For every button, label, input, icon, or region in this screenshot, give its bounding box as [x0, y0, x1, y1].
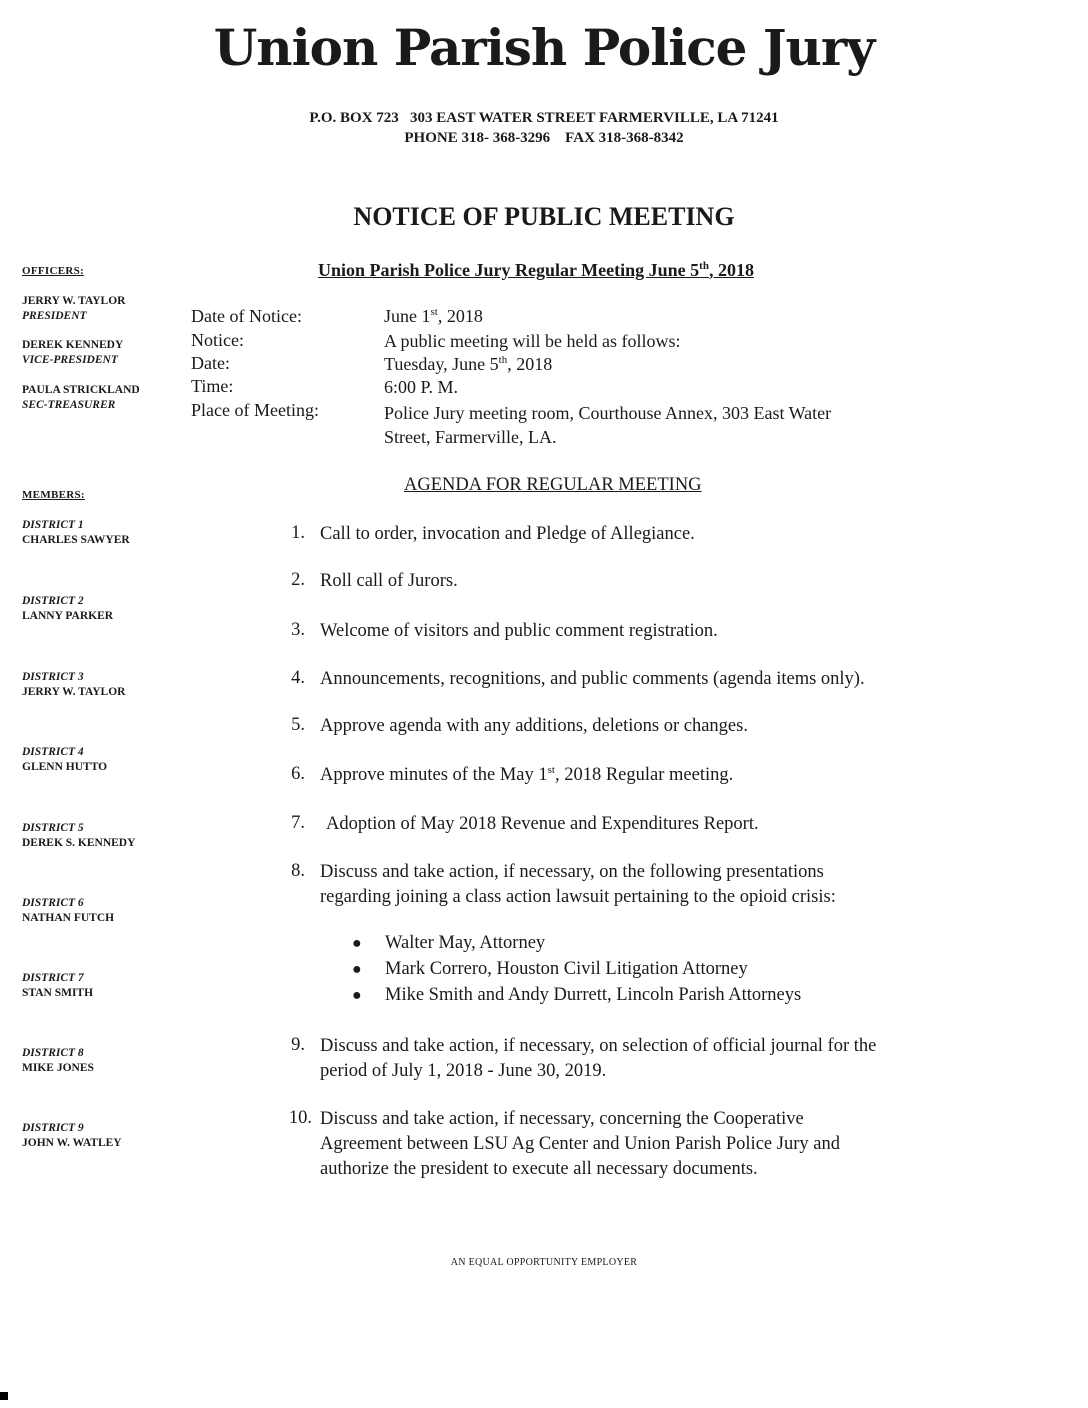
- agenda-item-text: Approve minutes of the May 1st, 2018 Regular meeting.: [320, 763, 734, 785]
- member-district: DISTRICT 2: [22, 595, 84, 607]
- member-name: LANNY PARKER: [22, 610, 114, 622]
- agenda-item-text: [320, 860, 836, 910]
- member-name: DEREK S. KENNEDY: [22, 837, 136, 849]
- agenda-item-number: 4.: [291, 668, 305, 688]
- agenda-item-number: 1.: [291, 523, 305, 543]
- organization-title: Union Parish Police Jury: [213, 18, 875, 77]
- member-district: DISTRICT 8: [22, 1047, 84, 1059]
- agenda-item-line: regarding joining a class action lawsuit pertaining to the opioid crisis:: [320, 887, 836, 907]
- time-value: 6:00 P. M.: [384, 377, 459, 397]
- agenda-item-text: Call to order, invocation and Pledge of Allegiance.: [320, 524, 695, 544]
- bullet-icon: ●: [352, 935, 362, 952]
- member-name: JERRY W. TAYLOR: [22, 686, 126, 698]
- agenda-item-line: Discuss and take action, if necessary, on selection of official journal for the: [320, 1036, 877, 1056]
- footer-note: AN EQUAL OPPORTUNITY EMPLOYER: [450, 1257, 638, 1268]
- agenda-item-text: Approve agenda with any additions, deletions or changes.: [320, 716, 748, 736]
- member-name: JOHN W. WATLEY: [22, 1137, 122, 1149]
- place-value-line1: Police Jury meeting room, Courthouse Annex, 303 East Water: [384, 403, 832, 423]
- bullet-item: Walter May, Attorney: [385, 933, 546, 953]
- date-of-notice-label: Date of Notice:: [191, 306, 302, 326]
- member-district: DISTRICT 4: [22, 746, 84, 758]
- officer-role: SEC-TREASURER: [22, 399, 116, 411]
- place-value-line2: Street, Farmerville, LA.: [384, 427, 557, 447]
- place-label: Place of Meeting:: [191, 400, 319, 420]
- agenda-item-number: 8.: [291, 861, 305, 881]
- agenda-item-number: 9.: [291, 1035, 305, 1055]
- address-line: P.O. BOX 723 303 EAST WATER STREET FARMERVILLE, LA 71241: [309, 110, 779, 126]
- member-district: DISTRICT 7: [22, 972, 84, 984]
- bullet-icon: ●: [352, 987, 362, 1004]
- member-name: MIKE JONES: [22, 1062, 94, 1074]
- member-district: DISTRICT 9: [22, 1122, 84, 1134]
- notice-label: Notice:: [191, 330, 244, 350]
- agenda-item-line: Agreement between LSU Ag Center and Union Parish Police Jury and: [320, 1134, 840, 1154]
- members-label: MEMBERS:: [22, 489, 85, 501]
- officer-name: PAULA STRICKLAND: [22, 384, 140, 396]
- agenda-item-text: Adoption of May 2018 Revenue and Expenditures Report.: [326, 814, 759, 834]
- officers-label: OFFICERS:: [22, 265, 84, 277]
- member-entry: [22, 594, 113, 624]
- officer-role: PRESIDENT: [22, 310, 87, 322]
- phone-fax-line: PHONE 318- 368-3296 FAX 318-368-8342: [404, 130, 684, 146]
- bullet-item: Mark Correro, Houston Civil Litigation Attorney: [385, 959, 748, 979]
- member-entry: [22, 745, 107, 775]
- time-label: Time:: [191, 376, 234, 396]
- member-name: STAN SMITH: [22, 987, 94, 999]
- agenda-item-number: 6.: [291, 764, 305, 784]
- agenda-item-line: period of July 1, 2018 - June 30, 2019.: [320, 1061, 607, 1081]
- officer-name: JERRY W. TAYLOR: [22, 295, 126, 307]
- agenda-item-line: authorize the president to execute all necessary documents.: [320, 1159, 758, 1179]
- agenda-item-line: Discuss and take action, if necessary, on the following presentations: [320, 862, 824, 882]
- agenda-item-line: Discuss and take action, if necessary, concerning the Cooperative: [320, 1109, 804, 1129]
- agenda-item-text: Announcements, recognitions, and public comments (agenda items only).: [320, 669, 865, 689]
- officer-entry: [22, 383, 140, 413]
- member-name: CHARLES SAWYER: [22, 534, 130, 546]
- officer-role: VICE-PRESIDENT: [22, 354, 118, 366]
- agenda-item-number: 2.: [291, 570, 305, 590]
- agenda-item-number: 3.: [291, 620, 305, 640]
- date-value: Tuesday, June 5th, 2018: [384, 354, 553, 374]
- member-name: GLENN HUTTO: [22, 761, 108, 773]
- meeting-heading: Union Parish Police Jury Regular Meeting June 5th, 2018: [318, 260, 754, 280]
- member-district: DISTRICT 1: [22, 519, 84, 531]
- agenda-item-text: Welcome of visitors and public comment registration.: [320, 621, 718, 641]
- officer-entry: [22, 294, 125, 324]
- date-of-notice-value: June 1st, 2018: [384, 306, 483, 326]
- member-entry: [22, 1046, 94, 1076]
- member-district: DISTRICT 5: [22, 822, 84, 834]
- agenda-item-text: [320, 1034, 876, 1084]
- member-district: DISTRICT 3: [22, 671, 84, 683]
- member-entry: [22, 518, 130, 548]
- officer-entry: [22, 338, 123, 368]
- notice-value: A public meeting will be held as follows:: [384, 331, 681, 351]
- scan-mark: [0, 1392, 8, 1400]
- agenda-heading: AGENDA FOR REGULAR MEETING: [404, 475, 702, 495]
- agenda-item-number: 7.: [291, 813, 305, 833]
- agenda-item-text: Roll call of Jurors.: [320, 571, 458, 591]
- date-label: Date:: [191, 353, 230, 373]
- member-district: DISTRICT 6: [22, 897, 84, 909]
- member-entry: [22, 821, 135, 851]
- member-entry: [22, 670, 125, 700]
- notice-title: NOTICE OF PUBLIC MEETING: [353, 202, 735, 231]
- member-entry: [22, 1121, 122, 1151]
- bullet-icon: ●: [352, 961, 362, 978]
- agenda-item-text: [320, 1107, 840, 1182]
- member-name: NATHAN FUTCH: [22, 912, 115, 924]
- member-entry: [22, 971, 93, 1001]
- agenda-item-number: 10.: [288, 1108, 312, 1128]
- member-entry: [22, 896, 114, 926]
- officer-name: DEREK KENNEDY: [22, 339, 124, 351]
- agenda-item-number: 5.: [291, 715, 305, 735]
- bullet-item: Mike Smith and Andy Durrett, Lincoln Parish Attorneys: [385, 985, 802, 1005]
